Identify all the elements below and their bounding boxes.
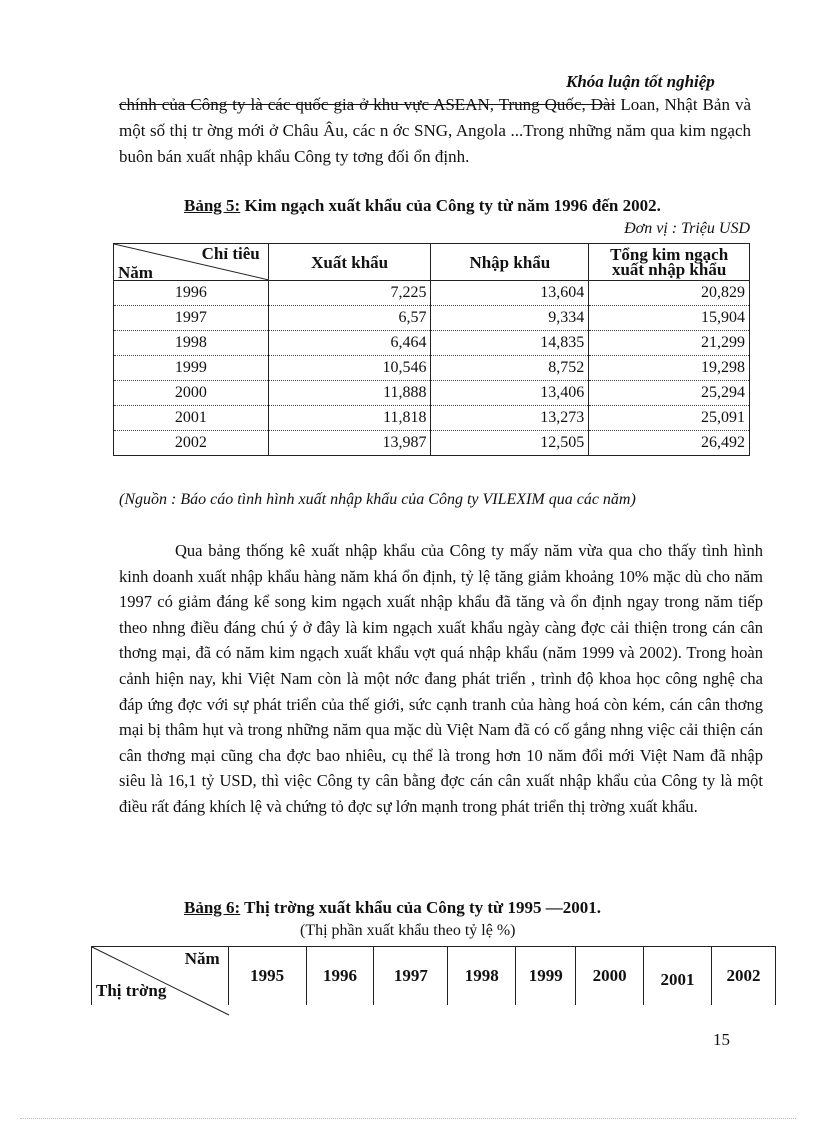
corner-cell xyxy=(92,947,229,1006)
source-note: (Nguồn : Báo cáo tình hình xuất nhập khẩu của Công ty VILEXIM qua các năm) xyxy=(119,491,636,508)
year-header: 1999 xyxy=(516,947,576,1006)
export-cell: 6,464 xyxy=(268,331,431,356)
year-header: 1998 xyxy=(448,947,516,1006)
export-cell: 7,225 xyxy=(268,281,431,306)
total-cell: 25,091 xyxy=(589,406,750,431)
import-cell: 13,406 xyxy=(431,381,589,406)
year-cell: 1999 xyxy=(114,356,269,381)
page-bottom-border xyxy=(20,1118,796,1119)
running-header: Khóa luận tốt nghiệp xyxy=(566,72,715,91)
table-row xyxy=(114,306,750,331)
corner-label-bottom: Năm xyxy=(118,263,153,282)
year-header: 2001 xyxy=(644,947,712,1006)
table6-subtitle: (Thị phần xuất khẩu theo tỷ lệ %) xyxy=(300,922,516,939)
corner-label-top: Chỉ tiêu xyxy=(201,244,260,263)
export-cell: 13,987 xyxy=(268,431,431,456)
export-table xyxy=(113,243,750,456)
export-cell: 11,888 xyxy=(268,381,431,406)
import-cell: 13,604 xyxy=(431,281,589,306)
table6-caption xyxy=(184,898,601,918)
year-cell: 2002 xyxy=(114,431,269,456)
import-cell: 13,273 xyxy=(431,406,589,431)
paragraph-analysis xyxy=(119,538,763,820)
table5-unit: Đơn vị : Triệu USD xyxy=(624,220,750,237)
paragraph-intro-text: Loan, Nhật Bản và một số thị tr ờng mới ở Châu Âu, các n ớc SNG, Angola ...Trong những năm qua kim ngạch buôn bán xuất nhập khẩu Công ty tơng đối ổn định. xyxy=(119,95,752,166)
year-cell: 2000 xyxy=(114,381,269,406)
year-cell: 2001 xyxy=(114,406,269,431)
corner-label-bottom: Thị trờng xyxy=(96,981,167,1000)
col-header-total: Tổng kim ngạch xuất nhập khẩu xyxy=(589,244,750,281)
paragraph-intro xyxy=(119,92,751,170)
table-header-row xyxy=(92,947,776,1006)
table5-caption xyxy=(184,196,661,216)
total-cell: 25,294 xyxy=(589,381,750,406)
year-cell: 1996 xyxy=(114,281,269,306)
export-cell: 11,818 xyxy=(268,406,431,431)
year-cell: 1998 xyxy=(114,331,269,356)
total-cell: 20,829 xyxy=(589,281,750,306)
corner-label-top: Năm xyxy=(184,949,220,968)
table6-caption-label: Bảng 6: xyxy=(184,898,241,917)
import-cell: 9,334 xyxy=(431,306,589,331)
table5-caption-text: Kim ngạch xuất khẩu của Công ty từ năm 1996 đến 2002. xyxy=(240,196,661,215)
total-cell: 19,298 xyxy=(589,356,750,381)
total-cell: 26,492 xyxy=(589,431,750,456)
corner-cell xyxy=(114,244,269,281)
table-header-row xyxy=(114,244,750,281)
export-cell: 10,546 xyxy=(268,356,431,381)
year-header: 2002 xyxy=(712,947,776,1006)
total-cell: 21,299 xyxy=(589,331,750,356)
table-row xyxy=(114,381,750,406)
year-header: 1996 xyxy=(306,947,374,1006)
total-cell: 15,904 xyxy=(589,306,750,331)
col-header-export: Xuất khẩu xyxy=(268,244,431,281)
page-number: 15 xyxy=(713,1030,730,1049)
table-row xyxy=(114,431,750,456)
paragraph-analysis-text: Qua bảng thống kê xuất nhập khẩu của Công ty mấy năm vừa qua cho thấy tình hình kinh doanh xuất nhập khẩu hàng năm khá ổn định, tỷ lệ tăng giảm khoảng 10% mặc dù cho năm 1997 có giảm đáng kể song kim ngạch xuất nhập khẩu đã tăng và ổn định ngay trong năm tiếp theo nhng điều đáng chú ý ở đây là kim ngạch xuất khẩu ngày càng đợc cải thiện trong cán cân thơng mại, đã có năm kim ngạch xuất khẩu vợt quá nhập khẩu (năm 1999 và 2002). Trong hoàn cảnh hiện nay, khi Việt Nam còn là một nớc đang phát triển , trình độ khoa học công nghệ cha đáp ứng đợc với sự phát triển của thế giới, sức cạnh tranh của hàng hoá còn kém, cán cân thơng mại bị thâm hụt và trong những năm qua mặc dù Việt Nam đã có cố gắng nhng việc cải thiện cán cân thơng mại cũng cha đợc bao nhiêu, cụ thể là trong hơn 10 năm đổi mới Việt Nam đã nhập siêu là 16,1 tỷ USD, thì việc Công ty cân bằng đợc cán cân xuất nhập khẩu của Công ty là một điều rất đáng khích lệ và chứng tỏ đợc sự lớn mạnh trong phát triển thị trờng xuất khẩu. xyxy=(119,541,763,816)
table6-caption-text: Thị trờng xuất khẩu của Công ty từ 1995 —2001. xyxy=(240,898,601,917)
year-cell: 1997 xyxy=(114,306,269,331)
struck-line: chính của Công ty là các quốc gia ở khu vực ASEAN, Trung Quốc, Đài xyxy=(119,95,616,114)
import-cell: 8,752 xyxy=(431,356,589,381)
import-cell: 12,505 xyxy=(431,431,589,456)
year-header: 1997 xyxy=(374,947,448,1006)
year-header: 1995 xyxy=(228,947,306,1006)
table-row xyxy=(114,406,750,431)
export-cell: 6,57 xyxy=(268,306,431,331)
table-row xyxy=(114,331,750,356)
table-row xyxy=(114,356,750,381)
year-header: 2000 xyxy=(576,947,644,1006)
import-cell: 14,835 xyxy=(431,331,589,356)
table-row xyxy=(114,281,750,306)
col-header-import: Nhập khẩu xyxy=(431,244,589,281)
market-table xyxy=(91,946,776,1005)
table5-caption-label: Bảng 5: xyxy=(184,196,241,215)
